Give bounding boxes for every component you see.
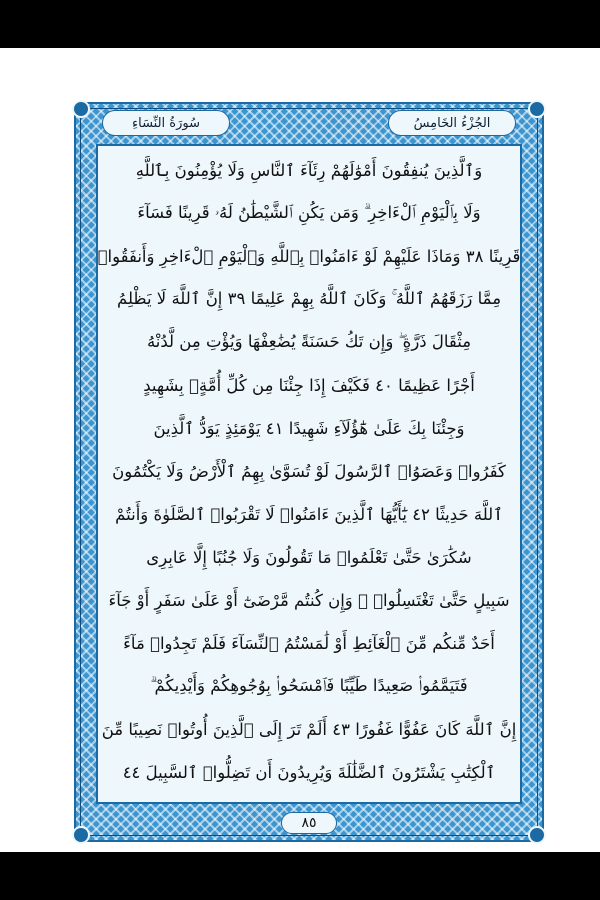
verse-line: ٱللَّهَ حَدِيثًا ٤٢ يَٰٓأَيُّهَا ٱلَّذِينَ ءَامَنُوا۟ لَا تَقْرَبُوا۟ ٱلصَّلَوٰةَ وَأَنتُمْ bbox=[115, 504, 503, 524]
verse-line: سُكَٰرَىٰ حَتَّىٰ تَعْلَمُوا۟ مَا تَقُولُونَ وَلَا جُنُبًا إِلَّا عَابِرِى bbox=[146, 547, 472, 567]
juz-label: الجُزْءُ الخَامِسُ bbox=[388, 110, 516, 136]
corner-ornament-icon bbox=[72, 100, 90, 118]
top-black-bar bbox=[0, 0, 600, 48]
surah-name-label: سُورَةُ النِّسَاءِ bbox=[102, 110, 230, 136]
verse-line: أَحَدٌ مِّنكُم مِّنَ ٱلْغَآئِطِ أَوْ لَٰمَسْتُمُ ٱلنِّسَآءَ فَلَمْ تَجِدُوا۟ مَآءً bbox=[123, 633, 495, 653]
corner-ornament-icon bbox=[528, 100, 546, 118]
verse-line: قَرِينًا ٣٨ وَمَاذَا عَلَيْهِمْ لَوْ ءَامَنُوا۟ بِٱللَّهِ وَٱلْيَوْمِ ٱلْءَاخِرِ وَأَنفَقُوا۟ bbox=[97, 246, 521, 266]
verse-line: ٱلْكِتَٰبِ يَشْتَرُونَ ٱلضَّلَٰلَةَ وَيُرِيدُونَ أَن تَضِلُّوا۟ ٱلسَّبِيلَ ٤٤ bbox=[122, 762, 496, 782]
verse-line: أَجْرًا عَظِيمًا ٤٠ فَكَيْفَ إِذَا جِئْنَا مِن كُلِّ أُمَّةٍۭ بِشَهِيدٍ bbox=[143, 375, 475, 395]
verse-line: إِنَّ ٱللَّهَ كَانَ عَفُوًّا غَفُورًا ٤٣ أَلَمْ تَرَ إِلَى ٱلَّذِينَ أُوتُوا۟ نَصِيبًا مِّنَ bbox=[101, 719, 517, 739]
verse-line: سَبِيلٍ حَتَّىٰ تَغْتَسِلُوا۟ ۚ وَإِن كُنتُم مَّرْضَىٰٓ أَوْ عَلَىٰ سَفَرٍ أَوْ جَآءَ bbox=[108, 590, 510, 610]
mushaf-page bbox=[0, 48, 600, 852]
verse-line: وَٱلَّذِينَ يُنفِقُونَ أَمْوَٰلَهُمْ رِئَآءَ ٱلنَّاسِ وَلَا يُؤْمِنُونَ بِٱللَّهِ bbox=[135, 160, 483, 180]
verse-line: وَلَا بِٱلْيَوْمِ ٱلْءَاخِرِ ۗ وَمَن يَكُنِ ٱلشَّيْطَٰنُ لَهُۥ قَرِينًا فَسَآءَ bbox=[137, 203, 481, 222]
page-number: ٨٥ bbox=[281, 812, 337, 834]
verse-line: مِمَّا رَزَقَهُمُ ٱللَّهُ ۚ وَكَانَ ٱللَّهُ بِهِمْ عَلِيمًا ٣٩ إِنَّ ٱللَّهَ لَا يَظْلِمُ bbox=[116, 289, 502, 308]
decorative-frame bbox=[74, 102, 544, 842]
bottom-black-bar bbox=[0, 852, 600, 900]
corner-ornament-icon bbox=[528, 826, 546, 844]
verse-line: وَجِئْنَا بِكَ عَلَىٰ هَٰٓؤُلَآءِ شَهِيدًا ٤١ يَوْمَئِذٍ يَوَدُّ ٱلَّذِينَ bbox=[153, 418, 465, 438]
verse-text-area bbox=[96, 144, 522, 804]
corner-ornament-icon bbox=[72, 826, 90, 844]
verse-line: فَتَيَمَّمُوا۟ صَعِيدًا طَيِّبًا فَٱمْسَحُوا۟ بِوُجُوهِكُمْ وَأَيْدِيكُمْ ۗ bbox=[150, 676, 468, 695]
verse-line: مِثْقَالَ ذَرَّةٍ ۖ وَإِن تَكُ حَسَنَةً يُضَٰعِفْهَا وَيُؤْتِ مِن لَّدُنْهُ bbox=[146, 332, 472, 351]
verse-line: كَفَرُوا۟ وَعَصَوُا۟ ٱلرَّسُولَ لَوْ تُسَوَّىٰ بِهِمُ ٱلْأَرْضُ وَلَا يَكْتُمُونَ bbox=[112, 461, 506, 481]
